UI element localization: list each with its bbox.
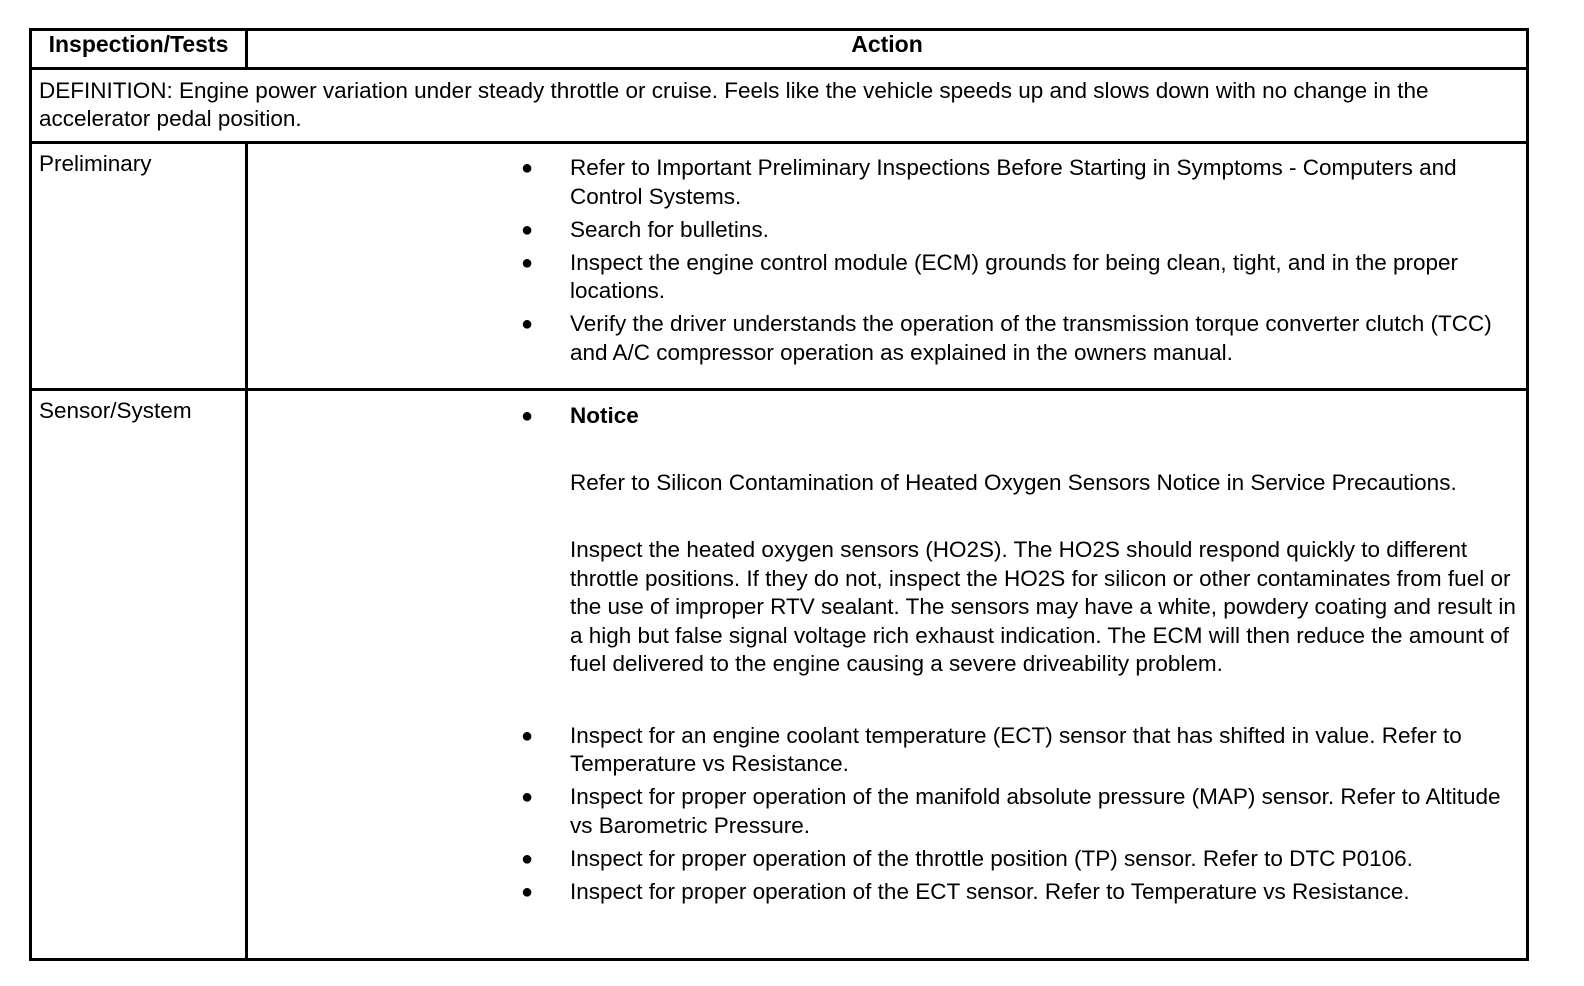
list-item-text: Inspect for proper operation of the throttle position (TP) sensor. Refer to DTC P0106. — [570, 845, 1413, 871]
bullet-icon: ● — [521, 847, 534, 870]
list-item — [248, 845, 1526, 874]
definition-text: DEFINITION: Engine power variation under steady throttle or cruise. Feels like the vehicle speeds up and slows down with no change in the accelerator pedal position. — [31, 69, 1528, 143]
bullet-icon: ● — [521, 405, 534, 427]
list-item — [248, 154, 1526, 211]
notice-list — [248, 402, 1526, 679]
sensor-system-label: Sensor/System — [31, 390, 247, 960]
sensor-system-row — [31, 390, 1528, 960]
header-action: Action — [247, 30, 1528, 69]
list-item — [248, 783, 1526, 840]
preliminary-actions — [247, 143, 1528, 390]
list-item — [248, 216, 1526, 245]
list-item — [248, 878, 1526, 907]
preliminary-label: Preliminary — [31, 143, 247, 390]
preliminary-row — [31, 143, 1528, 390]
notice-title: Notice — [570, 403, 639, 428]
list-item-text: Inspect for proper operation of the manifold absolute pressure (MAP) sensor. Refer to Altitude vs Barometric Pressure. — [570, 784, 1501, 838]
bullet-icon: ● — [521, 218, 534, 241]
list-item-text: Inspect for proper operation of the ECT sensor. Refer to Temperature vs Resistance. — [570, 878, 1410, 904]
inspection-table — [29, 28, 1529, 961]
sensor-list — [248, 722, 1526, 907]
list-item — [248, 310, 1526, 367]
notice-item — [248, 402, 1526, 679]
preliminary-list — [248, 154, 1526, 367]
bullet-icon: ● — [521, 880, 534, 903]
list-item-text: Inspect the engine control module (ECM) grounds for being clean, tight, and in the proper locations. — [570, 249, 1459, 303]
list-item-text: Search for bulletins. — [570, 216, 769, 242]
sensor-system-actions — [247, 390, 1528, 960]
list-item-text: Verify the driver understands the operation of the transmission torque converter clutch (TCC) and A/C compressor operation as explained in the owners manual. — [570, 311, 1492, 365]
notice-reference: Refer to Silicon Contamination of Heated Oxygen Sensors Notice in Service Precautions. — [570, 469, 1457, 495]
table-header-row — [31, 30, 1528, 69]
bullet-icon: ● — [521, 313, 534, 335]
header-inspection-tests: Inspection/Tests — [31, 30, 247, 69]
list-item — [248, 249, 1526, 306]
list-item-text: Refer to Important Preliminary Inspections Before Starting in Symptoms - Computers and Control Systems. — [570, 155, 1457, 209]
bullet-icon: ● — [521, 251, 534, 274]
definition-row — [31, 69, 1528, 143]
bullet-icon: ● — [521, 157, 534, 179]
bullet-icon: ● — [521, 786, 534, 808]
bullet-icon: ● — [521, 724, 534, 747]
notice-body: Inspect the heated oxygen sensors (HO2S). The HO2S should respond quickly to different throttle positions. If they do not, inspect the HO2S for silicon or other contaminates from fuel or the use of improper RTV sealant. The sensors may have a white, powdery coating and result in a high but false signal voltage rich exhaust indication. The ECM will then reduce the amount of fuel delivered to the engine causing a severe driveability problem. — [570, 537, 1516, 676]
list-item — [248, 722, 1526, 779]
list-item-text: Inspect for an engine coolant temperature (ECT) sensor that has shifted in value. Refer to Temperature vs Resistance. — [570, 722, 1462, 776]
